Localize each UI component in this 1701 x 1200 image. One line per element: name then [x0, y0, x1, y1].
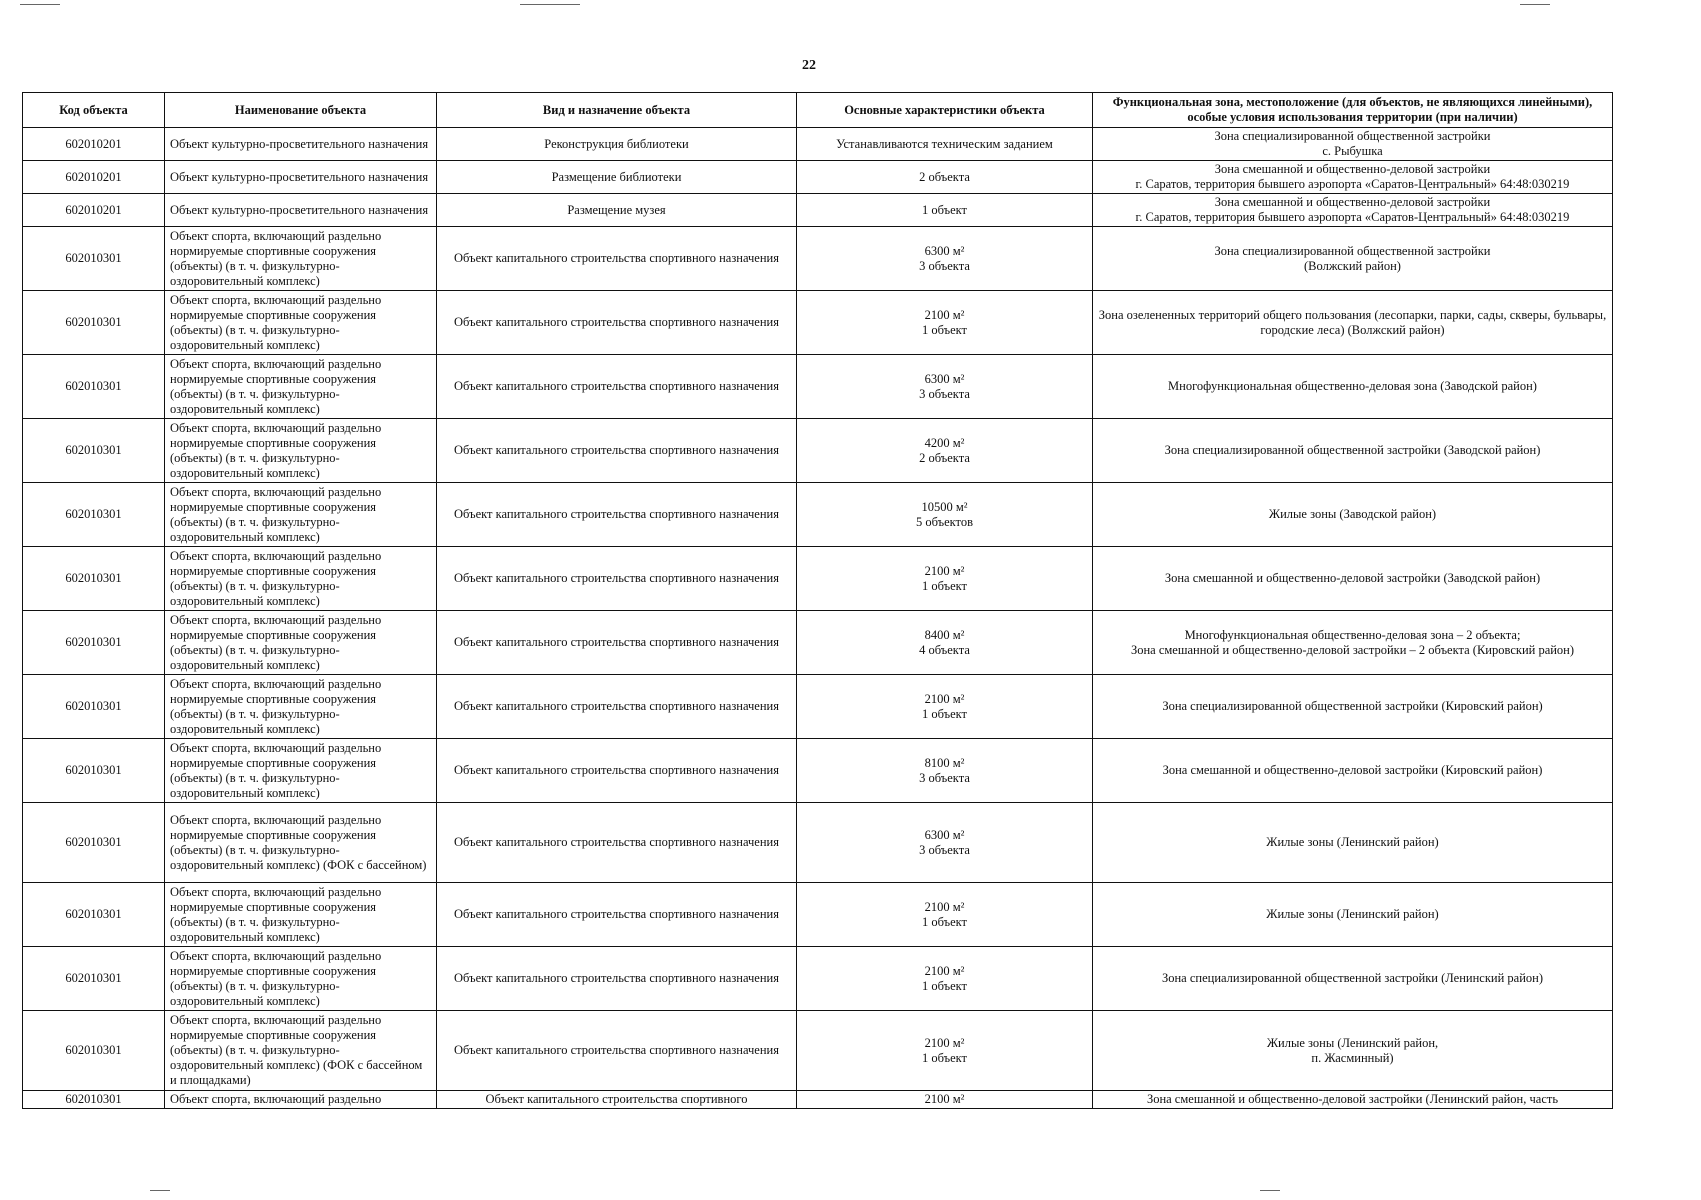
object-specs-cell	[797, 675, 1093, 739]
table-row	[23, 355, 1613, 419]
object-purpose-cell: Объект капитального строительства спортивного назначения	[437, 803, 797, 883]
object-name-cell: Объект спорта, включающий раздельно нормируемые спортивные сооружения (объекты) (в т. ч. физкультурно-оздоровительный комплекс)	[165, 883, 437, 947]
zone-line: Зона специализированной общественной застройки (Заводской район)	[1164, 443, 1541, 457]
object-name-cell: Объект спорта, включающий раздельно нормируемые спортивные сооружения (объекты) (в т. ч. физкультурно-оздоровительный комплекс) (ФОК с бассейном и площадками)	[165, 1011, 437, 1091]
specs-line: 2 объекта	[919, 450, 970, 465]
specs-line: 2100 м²	[924, 563, 965, 578]
object-purpose-cell: Объект капитального строительства спортивного назначения	[437, 227, 797, 291]
object-purpose-cell: Объект капитального строительства спортивного назначения	[437, 547, 797, 611]
object-specs-cell	[797, 611, 1093, 675]
object-name-cell: Объект спорта, включающий раздельно нормируемые спортивные сооружения (объекты) (в т. ч. физкультурно-оздоровительный комплекс)	[165, 291, 437, 355]
zone-line: Зона смешанной и общественно-деловой застройки	[1214, 162, 1491, 176]
object-purpose-cell: Объект капитального строительства спортивного назначения	[437, 291, 797, 355]
specs-line: 1 объект	[921, 202, 968, 217]
table-row	[23, 611, 1613, 675]
zone-line: г. Саратов, территория бывшего аэропорта «Саратов-Центральный» 64:48:030219	[1135, 210, 1570, 224]
functional-zone-cell	[1093, 355, 1613, 419]
zone-line: Зона озелененных территорий общего пользования (лесопарки, парки, сады, скверы, бульвары, городские леса) (Волжский район)	[1098, 307, 1607, 337]
specs-line: 3 объекта	[919, 386, 970, 401]
table-row	[23, 675, 1613, 739]
functional-zone-cell	[1093, 419, 1613, 483]
table-row	[23, 194, 1613, 227]
header-object-name: Наименование объекта	[165, 93, 437, 128]
table-row	[23, 419, 1613, 483]
object-code-cell: 602010201	[23, 194, 165, 227]
table-row	[23, 161, 1613, 194]
specs-line: 10500 м²	[921, 499, 968, 514]
functional-zone-cell	[1093, 1011, 1613, 1091]
table-row	[23, 1091, 1613, 1109]
zone-line: Жилые зоны (Ленинский район)	[1266, 835, 1439, 849]
object-specs-cell	[797, 194, 1093, 227]
scan-artifact	[1520, 4, 1550, 5]
specs-line: 1 объект	[921, 706, 968, 721]
object-purpose-cell: Объект капитального строительства спортивного назначения	[437, 483, 797, 547]
zone-line: Зона смешанной и общественно-деловой застройки (Ленинский район, часть	[1146, 1092, 1559, 1106]
zone-line: Зона специализированной общественной застройки (Кировский район)	[1162, 699, 1543, 713]
table-row	[23, 947, 1613, 1011]
functional-zone-cell	[1093, 611, 1613, 675]
object-code-cell: 602010301	[23, 419, 165, 483]
table-header-row	[23, 93, 1613, 128]
specs-line: 1 объект	[921, 1050, 968, 1065]
specs-line: Устанавливаются техническим заданием	[836, 136, 1053, 151]
object-specs-cell	[797, 1011, 1093, 1091]
object-code-cell: 602010301	[23, 291, 165, 355]
object-specs-cell	[797, 803, 1093, 883]
zone-line: Зона специализированной общественной застройки	[1214, 129, 1491, 143]
specs-line: 2100 м²	[924, 1035, 965, 1050]
scan-artifact	[20, 4, 60, 5]
functional-zone-cell	[1093, 883, 1613, 947]
object-specs-cell	[797, 161, 1093, 194]
specs-line: 1 объект	[921, 322, 968, 337]
object-purpose-cell: Размещение библиотеки	[437, 161, 797, 194]
zone-line: Зона смешанной и общественно-деловой застройки – 2 объекта (Кировский район)	[1130, 642, 1575, 657]
object-specs-cell	[797, 355, 1093, 419]
object-specs-cell	[797, 947, 1093, 1011]
table-row	[23, 547, 1613, 611]
object-code-cell: 602010301	[23, 803, 165, 883]
functional-zone-cell	[1093, 194, 1613, 227]
object-name-cell: Объект спорта, включающий раздельно нормируемые спортивные сооружения (объекты) (в т. ч. физкультурно-оздоровительный комплекс)	[165, 547, 437, 611]
functional-zone-cell	[1093, 483, 1613, 547]
table-row	[23, 291, 1613, 355]
object-specs-cell	[797, 419, 1093, 483]
object-code-cell: 602010301	[23, 1011, 165, 1091]
object-name-cell: Объект спорта, включающий раздельно нормируемые спортивные сооружения (объекты) (в т. ч. физкультурно-оздоровительный комплекс)	[165, 419, 437, 483]
object-name-cell: Объект спорта, включающий раздельно нормируемые спортивные сооружения (объекты) (в т. ч. физкультурно-оздоровительный комплекс)	[165, 227, 437, 291]
object-code-cell: 602010301	[23, 675, 165, 739]
specs-line: 3 объекта	[919, 258, 970, 273]
specs-line: 6300 м²	[924, 371, 965, 386]
functional-zone-cell	[1093, 947, 1613, 1011]
zone-line: (Волжский район)	[1304, 258, 1401, 273]
specs-line: 3 объекта	[919, 770, 970, 785]
specs-line: 8400 м²	[924, 627, 965, 642]
object-name-cell: Объект спорта, включающий раздельно нормируемые спортивные сооружения (объекты) (в т. ч. физкультурно-оздоровительный комплекс) (ФОК с бассейном)	[165, 803, 437, 883]
object-name-cell: Объект спорта, включающий раздельно	[165, 1091, 437, 1109]
object-code-cell: 602010301	[23, 883, 165, 947]
object-specs-cell	[797, 227, 1093, 291]
object-specs-cell	[797, 739, 1093, 803]
object-specs-cell	[797, 483, 1093, 547]
functional-zone-cell	[1093, 803, 1613, 883]
object-purpose-cell: Объект капитального строительства спортивного назначения	[437, 739, 797, 803]
zone-line: Зона смешанной и общественно-деловой застройки	[1214, 195, 1491, 209]
object-purpose-cell: Объект капитального строительства спортивного назначения	[437, 419, 797, 483]
functional-zone-cell	[1093, 128, 1613, 161]
specs-line: 6300 м²	[924, 827, 965, 842]
object-code-cell: 602010201	[23, 128, 165, 161]
object-purpose-cell: Размещение музея	[437, 194, 797, 227]
specs-line: 5 объектов	[915, 514, 974, 529]
specs-line: 2 объекта	[919, 169, 970, 184]
object-code-cell: 602010301	[23, 355, 165, 419]
specs-line: 2100 м²	[924, 963, 965, 978]
table-row	[23, 227, 1613, 291]
table-row	[23, 739, 1613, 803]
functional-zone-cell	[1093, 161, 1613, 194]
object-specs-cell	[797, 128, 1093, 161]
functional-zone-cell	[1093, 547, 1613, 611]
object-purpose-cell: Реконструкция библиотеки	[437, 128, 797, 161]
zone-line: Зона специализированной общественной застройки	[1214, 243, 1491, 258]
scan-artifact	[1260, 1190, 1280, 1191]
zone-line: Многофункциональная общественно-деловая зона – 2 объекта;	[1184, 627, 1521, 642]
object-name-cell: Объект культурно-просветительного назначения	[165, 128, 437, 161]
object-name-cell: Объект спорта, включающий раздельно нормируемые спортивные сооружения (объекты) (в т. ч. физкультурно-оздоровительный комплекс)	[165, 675, 437, 739]
functional-zone-cell	[1093, 739, 1613, 803]
object-code-cell: 602010301	[23, 611, 165, 675]
specs-line: 8100 м²	[924, 755, 965, 770]
scan-artifact	[150, 1190, 170, 1191]
zone-line: с. Рыбушка	[1322, 144, 1383, 158]
object-specs-cell	[797, 291, 1093, 355]
header-functional-zone: Функциональная зона, местоположение (для объектов, не являющихся линейными), особые условия использования территории (при наличии)	[1093, 93, 1613, 128]
specs-line: 1 объект	[921, 578, 968, 593]
object-name-cell: Объект спорта, включающий раздельно нормируемые спортивные сооружения (объекты) (в т. ч. физкультурно-оздоровительный комплекс)	[165, 483, 437, 547]
object-code-cell: 602010301	[23, 547, 165, 611]
functional-zone-cell	[1093, 1091, 1613, 1109]
specs-line: 4 объекта	[919, 642, 970, 657]
scan-artifact	[520, 4, 580, 5]
zone-line: Жилые зоны (Заводской район)	[1268, 507, 1437, 521]
table-row	[23, 128, 1613, 161]
object-name-cell: Объект культурно-просветительного назначения	[165, 194, 437, 227]
object-name-cell: Объект спорта, включающий раздельно нормируемые спортивные сооружения (объекты) (в т. ч. физкультурно-оздоровительный комплекс)	[165, 611, 437, 675]
specs-line: 1 объект	[921, 978, 968, 993]
specs-line: 4200 м²	[924, 435, 965, 450]
zone-line: Жилые зоны (Ленинский район,	[1266, 1035, 1439, 1050]
specs-line: 3 объекта	[919, 842, 970, 857]
page-number: 22	[802, 58, 816, 73]
object-name-cell: Объект спорта, включающий раздельно нормируемые спортивные сооружения (объекты) (в т. ч. физкультурно-оздоровительный комплекс)	[165, 739, 437, 803]
header-object-specs: Основные характеристики объекта	[797, 93, 1093, 128]
object-purpose-cell: Объект капитального строительства спортивного назначения	[437, 883, 797, 947]
table-row	[23, 803, 1613, 883]
table-row	[23, 483, 1613, 547]
object-purpose-cell: Объект капитального строительства спортивного назначения	[437, 675, 797, 739]
functional-zone-cell	[1093, 291, 1613, 355]
object-specs-cell	[797, 1091, 1093, 1109]
object-code-cell: 602010301	[23, 227, 165, 291]
object-name-cell: Объект культурно-просветительного назначения	[165, 161, 437, 194]
zone-line: Жилые зоны (Ленинский район)	[1266, 907, 1439, 921]
object-code-cell: 602010301	[23, 1091, 165, 1109]
object-code-cell: 602010301	[23, 739, 165, 803]
object-specs-cell	[797, 883, 1093, 947]
object-name-cell: Объект спорта, включающий раздельно нормируемые спортивные сооружения (объекты) (в т. ч. физкультурно-оздоровительный комплекс)	[165, 355, 437, 419]
object-name-cell: Объект спорта, включающий раздельно нормируемые спортивные сооружения (объекты) (в т. ч. физкультурно-оздоровительный комплекс)	[165, 947, 437, 1011]
objects-table	[22, 92, 1613, 1109]
object-code-cell: 602010301	[23, 483, 165, 547]
header-object-code: Код объекта	[23, 93, 165, 128]
zone-line: п. Жасминный)	[1311, 1050, 1394, 1065]
zone-line: Зона специализированной общественной застройки (Ленинский район)	[1161, 971, 1544, 985]
functional-zone-cell	[1093, 227, 1613, 291]
specs-line: 2100 м²	[924, 1092, 965, 1106]
zone-line: г. Саратов, территория бывшего аэропорта «Саратов-Центральный» 64:48:030219	[1135, 177, 1570, 191]
table-row	[23, 883, 1613, 947]
object-purpose-cell: Объект капитального строительства спортивного назначения	[437, 1011, 797, 1091]
object-code-cell: 602010201	[23, 161, 165, 194]
object-specs-cell	[797, 547, 1093, 611]
zone-line: Зона смешанной и общественно-деловой застройки (Заводской район)	[1164, 571, 1541, 585]
table-row	[23, 1011, 1613, 1091]
specs-line: 1 объект	[921, 914, 968, 929]
specs-line: 2100 м²	[924, 307, 965, 322]
specs-line: 6300 м²	[924, 243, 965, 258]
header-object-purpose: Вид и назначение объекта	[437, 93, 797, 128]
object-purpose-cell: Объект капитального строительства спортивного назначения	[437, 611, 797, 675]
table-body	[23, 128, 1613, 1109]
object-purpose-cell: Объект капитального строительства спортивного	[437, 1091, 797, 1109]
functional-zone-cell	[1093, 675, 1613, 739]
object-purpose-cell: Объект капитального строительства спортивного назначения	[437, 947, 797, 1011]
specs-line: 2100 м²	[924, 691, 965, 706]
zone-line: Многофункциональная общественно-деловая зона (Заводской район)	[1168, 379, 1537, 393]
zone-line: Зона смешанной и общественно-деловой застройки (Кировский район)	[1162, 763, 1543, 777]
object-purpose-cell: Объект капитального строительства спортивного назначения	[437, 355, 797, 419]
specs-line: 2100 м²	[924, 899, 965, 914]
object-code-cell: 602010301	[23, 947, 165, 1011]
